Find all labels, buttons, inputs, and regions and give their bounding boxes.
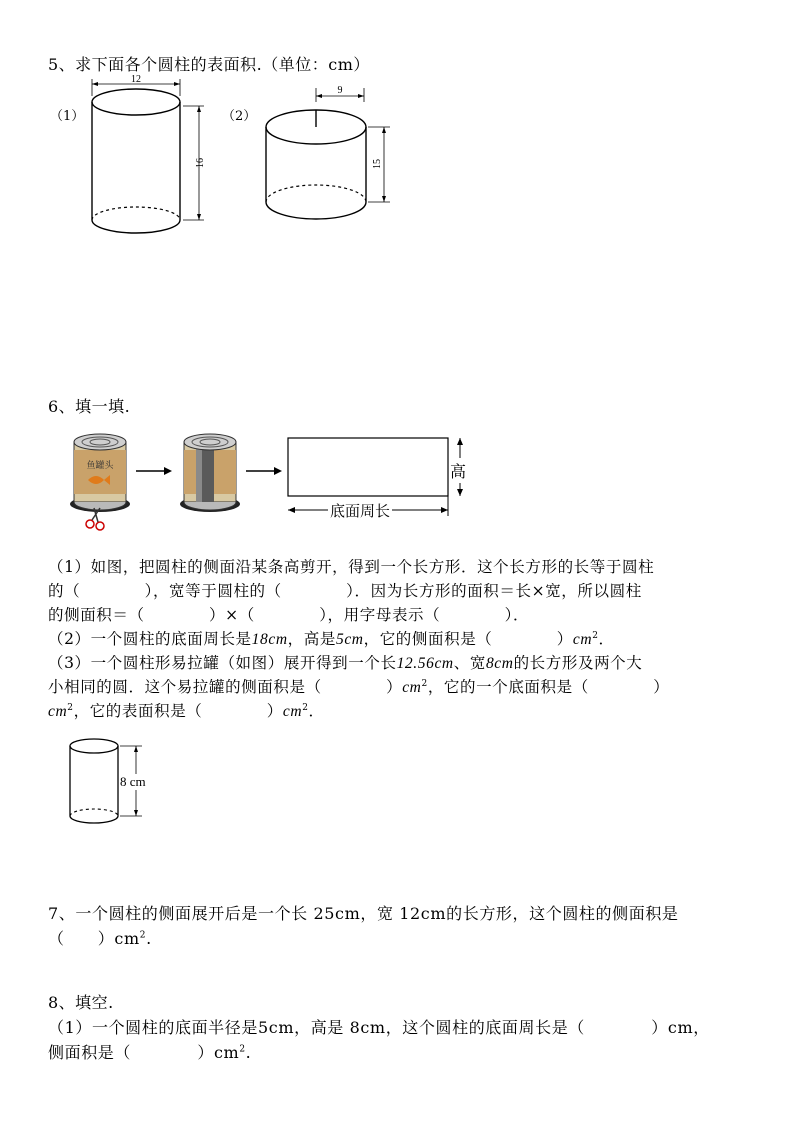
q6-p3-u1: cm (434, 655, 454, 672)
q7-line2-end: . (146, 929, 152, 948)
q7-line2: （ ）$cm^2$. (48, 929, 152, 948)
cut-can-image (176, 428, 246, 518)
q6-p2-u1: cm (268, 631, 288, 648)
q6-p3-v2: 8 (485, 655, 495, 672)
can-label-text: 鱼罐头 (86, 460, 114, 470)
q6-p2-unit: cm (572, 631, 593, 648)
q6-p3-l1-post: 的长方形及两个大 (513, 654, 643, 672)
fish-can-image (66, 428, 136, 533)
cylinder-figure-1 (80, 72, 220, 247)
q6-title: 6、填一填. (48, 397, 131, 416)
fig2-radius-label: 9 (337, 85, 343, 96)
q6-p2-line: （2）一个圆柱的底面周长是18cm，高是5cm，它的侧面积是（ ）$cm^2$． (48, 630, 615, 648)
q6-p2-end: ． (598, 630, 615, 648)
q6-p2-post: ，它的侧面积是（ ） (363, 630, 573, 648)
can-cylinder-figure (64, 734, 174, 834)
q5-fig2-label: （2） (222, 109, 257, 124)
rect-height-label: 高 (450, 458, 466, 483)
q6-p3-l2-pre: 小相同的圆．这个易拉罐的侧面积是（ ） (48, 678, 403, 696)
q6-p1-line3: 的侧面积＝（ ）×（ ），用字母表示（ ）． (48, 606, 530, 624)
q6-p1-line1: （1）如图，把圆柱的侧面沿某条高剪开，得到一个长方形．这个长方形的长等于圆柱 (48, 558, 655, 576)
q8-line1: （1）一个圆柱的底面半径是5cm，高是 8cm，这个圆柱的底面周长是（ ）cm， (48, 1018, 710, 1037)
can-height-label: 8 cm (120, 774, 146, 789)
rect-base-label: 底面周长 (330, 502, 391, 520)
q7-line1: 7、一个圆柱的侧面展开后是一个长 25cm，宽 12cm的长方形，这个圆柱的侧面积是 (48, 904, 679, 923)
q5-fig1-label: （1） (50, 109, 85, 124)
cylinder-figure-2 (258, 82, 398, 232)
q6-p3-line3: $cm^2$，它的表面积是（ ）$cm^2$． (48, 702, 325, 720)
q7-line2-pre: （ ）cm (48, 929, 140, 948)
q6-p3-line1 (48, 651, 642, 673)
q6-p3-v1: 12.56 (396, 655, 435, 672)
q6-p3-l3-mid: ，它的表面积是（ ） (73, 702, 283, 720)
q8-line2-end: . (245, 1043, 252, 1062)
q6-p3-l3-unit2: cm (282, 703, 303, 720)
arrow-right-icon (136, 464, 172, 478)
q6-p2-v1: 18 (251, 631, 269, 648)
q6-p3-mid: 、宽 (453, 654, 486, 672)
q6-p3-l2-post: ，它的一个底面积是（ ） (427, 678, 670, 696)
q8-line2: 侧面积是（ ）$cm^2$. (48, 1043, 252, 1062)
q6-p3-l1-pre: （3）一个圆柱形易拉罐（如图）展开得到一个长 (48, 654, 397, 672)
q6-p1-line2: 的（ ），宽等于圆柱的（ ）．因为长方形的面积＝长×宽，所以圆柱 (48, 582, 642, 600)
q8-title: 8、填空. (48, 993, 114, 1012)
q6-p3-line2: 小相同的圆．这个易拉罐的侧面积是（ ）$cm^2$，它的一个底面积是（ ） (48, 678, 670, 696)
q6-p2-v2: 5 (335, 631, 345, 648)
q5-title: 5、求下面各个圆柱的表面积.（单位：cm） (48, 55, 370, 74)
fig2-height-label: 15 (372, 159, 383, 169)
q6-p2-pre: （2）一个圆柱的底面周长是 (48, 630, 252, 648)
q6-p3-l3-unit: cm (48, 703, 68, 720)
q6-p2-mid: ，高是 (287, 630, 336, 648)
q6-p3-l3-end: ． (308, 702, 325, 720)
q6-p3-l2-unit: cm (402, 679, 422, 696)
fig1-width-label: 12 (131, 74, 141, 85)
q8-line2-pre: 侧面积是（ ）cm (48, 1043, 240, 1062)
q6-p2-u2: cm (344, 631, 364, 648)
fig1-height-label: 16 (195, 158, 206, 168)
q6-p3-u2: cm (494, 655, 514, 672)
arrow-right-icon (246, 464, 282, 478)
